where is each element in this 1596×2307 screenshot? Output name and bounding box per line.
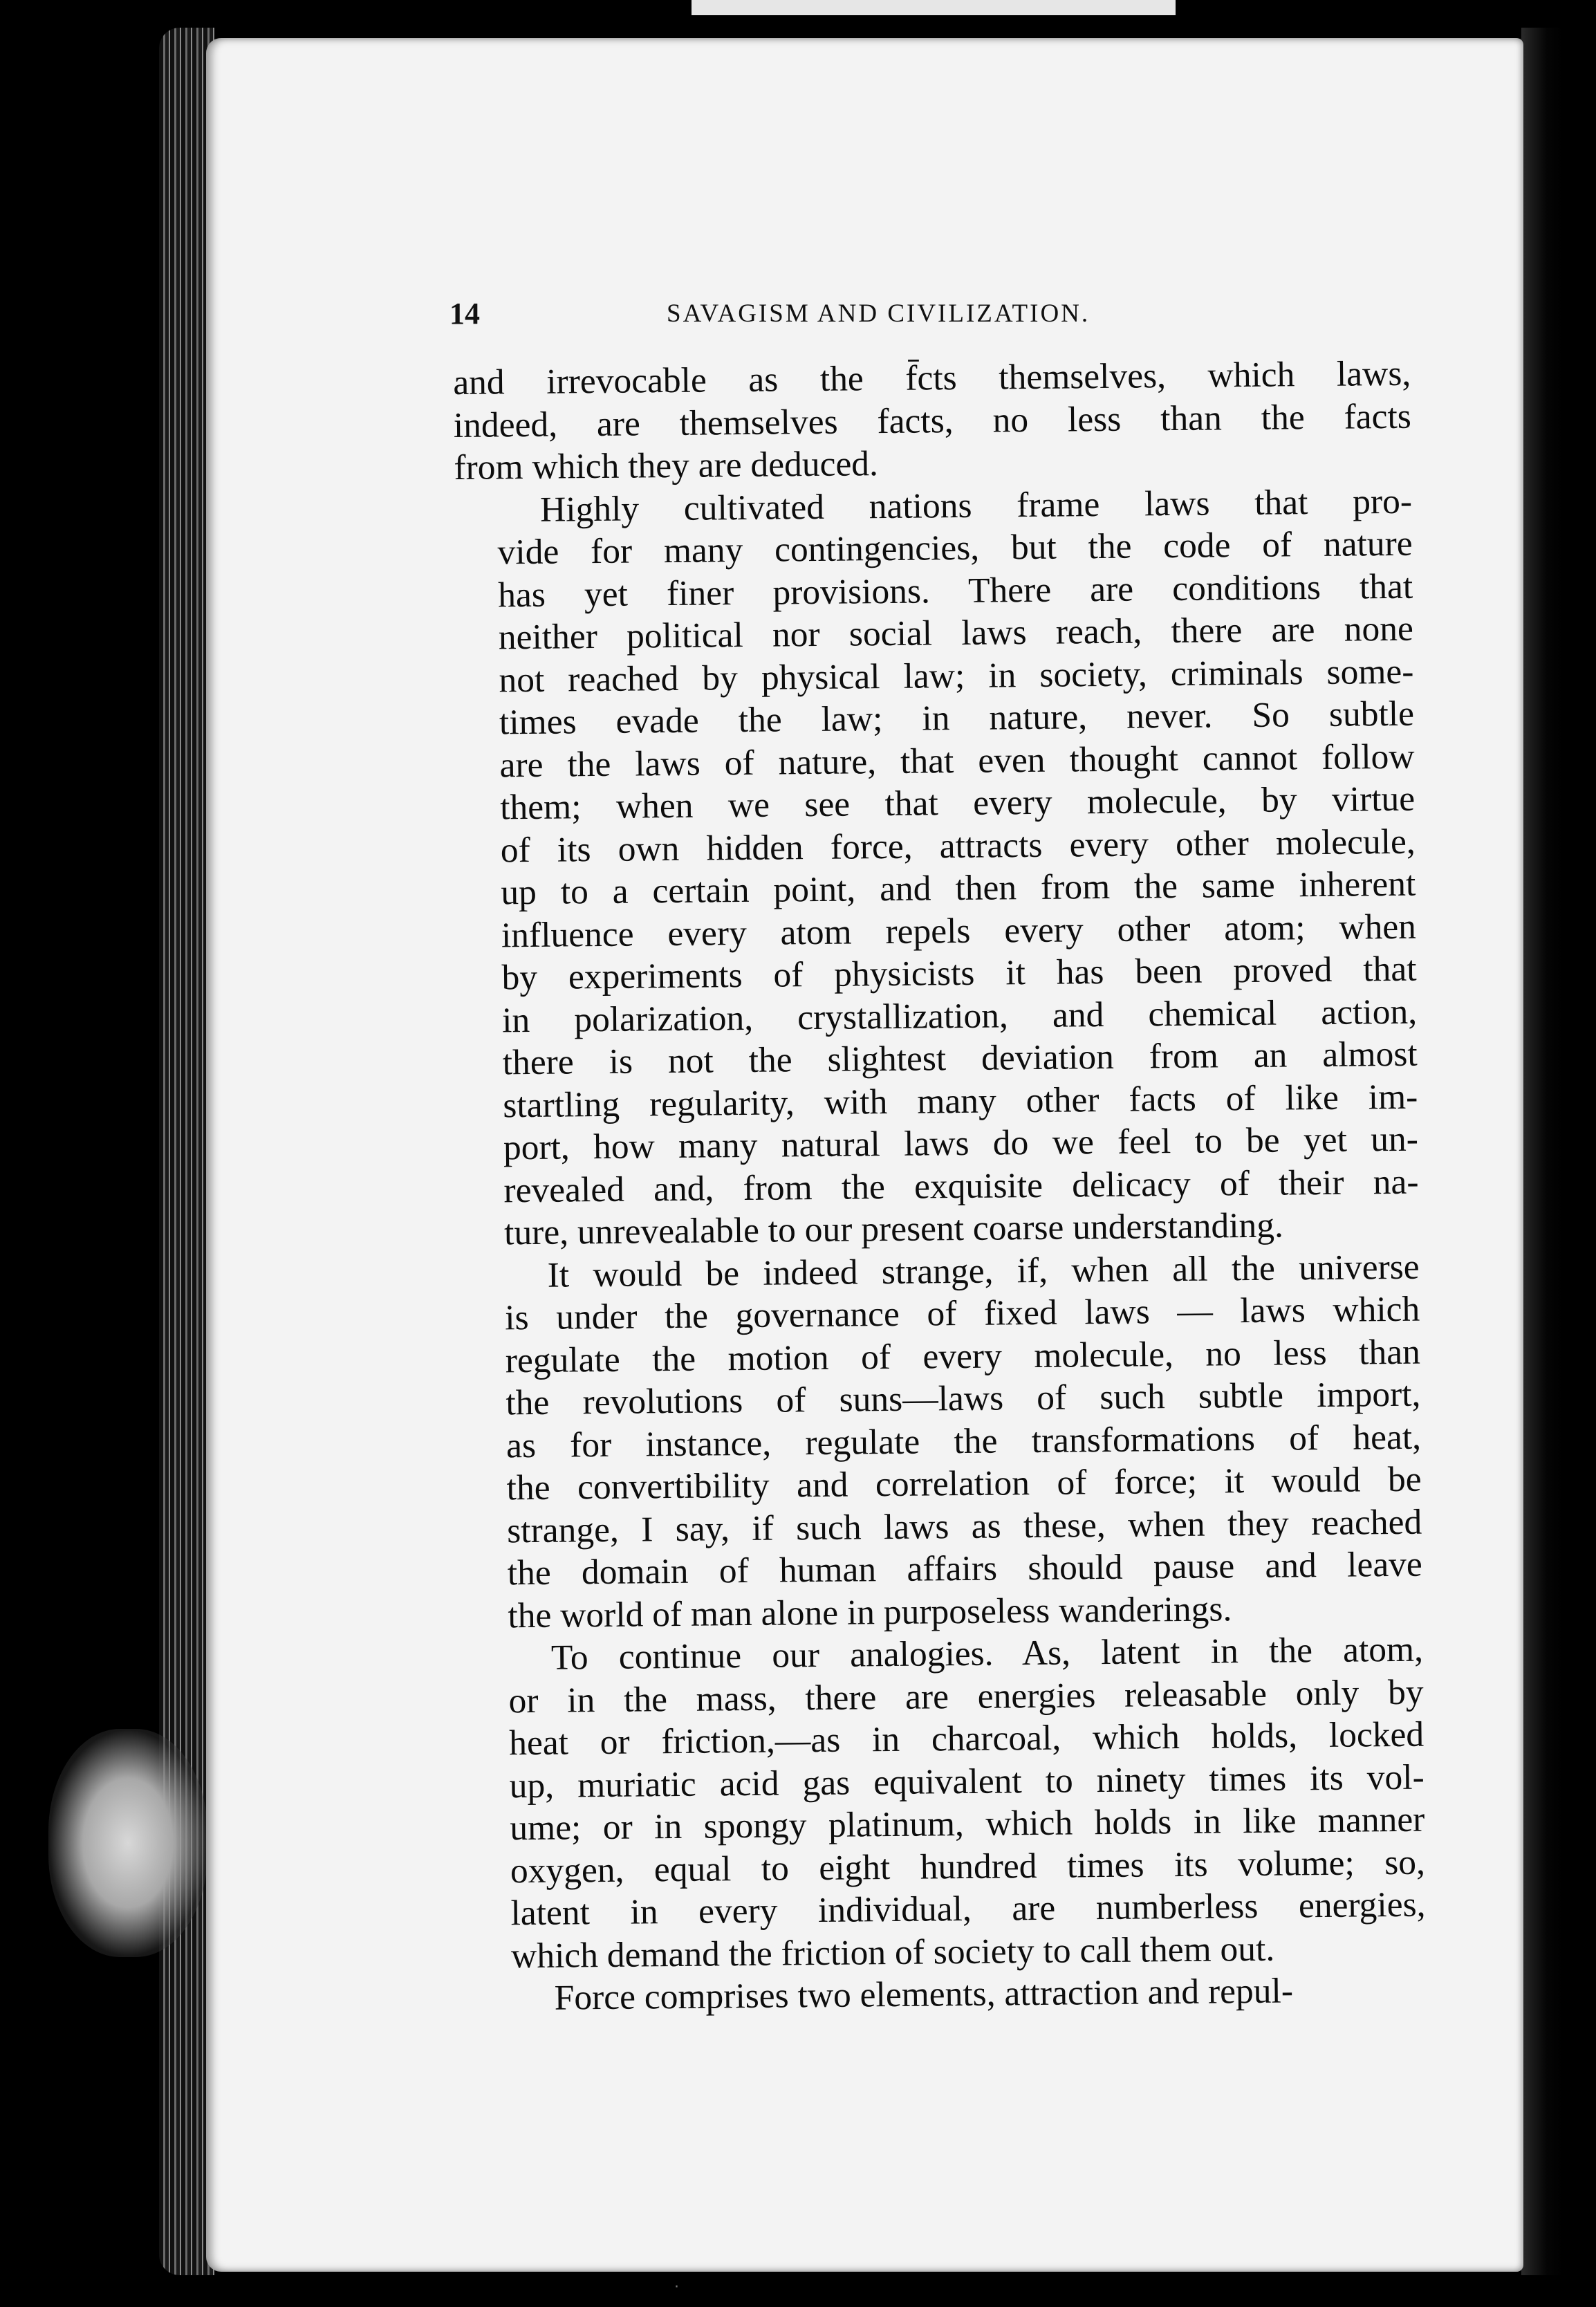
text-line: is under the governance of fixed laws — laws which [505, 1289, 1420, 1338]
text-line: revealed and, from the exquisite delicacy of their na- [503, 1162, 1419, 1210]
text-line: It would be indeed strange, if, when all the universe [547, 1247, 1420, 1295]
facing-page-strip [0, 0, 1596, 21]
text-line: them; when we see that every molecule, by virtue [499, 779, 1416, 828]
text-line: as for instance, regulate the transformations of heat, [505, 1417, 1422, 1465]
text-line: in polarization, crystallization, and chemical action, [501, 992, 1418, 1040]
text-line: there is not the slightest deviation from an almost [502, 1034, 1418, 1083]
page-number: 14 [449, 297, 480, 331]
text-line: or in the mass, there are energies releasable only by [508, 1672, 1424, 1721]
text-line: Highly cultivated nations frame laws that pro- [539, 481, 1413, 530]
right-binding-shadow [1521, 28, 1563, 2275]
text-line: times evade the law; in nature, never. So subtle [499, 694, 1415, 743]
text-line: To continue our analogies. As, latent in the atom, [550, 1629, 1424, 1678]
text-line: indeed, are themselves facts, no less than the facts [453, 396, 1412, 445]
text-line: ture, unrevealable to our present coarse understanding. [503, 1205, 1284, 1253]
body-text [453, 353, 1427, 2021]
facing-page-edge [692, 0, 1176, 15]
text-line: by experiments of physicists it has been proved that [501, 949, 1417, 998]
text-line: regulate the motion of every molecule, no less than [505, 1332, 1421, 1380]
text-line: from which they are deduced. [454, 444, 879, 488]
text-line: the world of man alone in purposeless wanderings. [508, 1588, 1232, 1636]
paragraph [453, 353, 1412, 490]
text-line: vide for many contingencies, but the code of nature [497, 524, 1413, 573]
text-line: strange, I say, if such laws as these, when they reached [506, 1502, 1422, 1550]
text-line: Force comprises two elements, attraction and repul- [554, 1971, 1294, 2018]
text-line: neither political nor social laws reach, there are none [498, 609, 1414, 658]
text-line: up to a certain point, and then from the same inherent [501, 864, 1416, 913]
text-line: ume; or in spongy platinum, which holds in like manner [510, 1799, 1425, 1849]
footer-mark: · [674, 2279, 679, 2296]
text-line: latent in every individual, are numberless energies, [510, 1884, 1426, 1934]
text-line: not reached by physical law; in society, criminals some- [499, 651, 1414, 700]
text-line: of its own hidden force, attracts every other molecule, [500, 822, 1416, 870]
running-head: SAVAGISM AND CIVILIZATION. [667, 299, 1091, 328]
text-line: the domain of human affairs should pause and leave [507, 1544, 1423, 1593]
text-line: heat or friction,—as in charcoal, which holds, locked [508, 1714, 1425, 1763]
text-line: oxygen, equal to eight hundred times its volume; so, [510, 1842, 1426, 1891]
paragraph [465, 1629, 1427, 1978]
text-line: port, how many natural laws do we feel to be yet un- [503, 1119, 1419, 1168]
paragraph [454, 480, 1420, 1254]
paper-smudge [48, 1729, 207, 1957]
paragraph [461, 1245, 1422, 1638]
text-line: and irrevocable as the f̄cts themselves, which laws, [453, 353, 1411, 402]
text-line: up, muriatic acid gas equivalent to ninety times its vol- [509, 1757, 1425, 1806]
text-line: the revolutions of suns—laws of such subtle import, [505, 1374, 1421, 1423]
text-line: startling regularity, with many other facts of like im- [503, 1077, 1418, 1125]
text-line: which demand the friction of society to call them out. [510, 1929, 1275, 1976]
text-line: influence every atom repels every other atom; when [501, 907, 1417, 955]
page-header [449, 296, 1418, 337]
text-line: has yet finer provisions. There are conditions that [497, 566, 1413, 615]
text-line: are the laws of nature, that even thought cannot follow [499, 736, 1415, 785]
text-line: the convertibility and correlation of force; it would be [506, 1459, 1422, 1508]
